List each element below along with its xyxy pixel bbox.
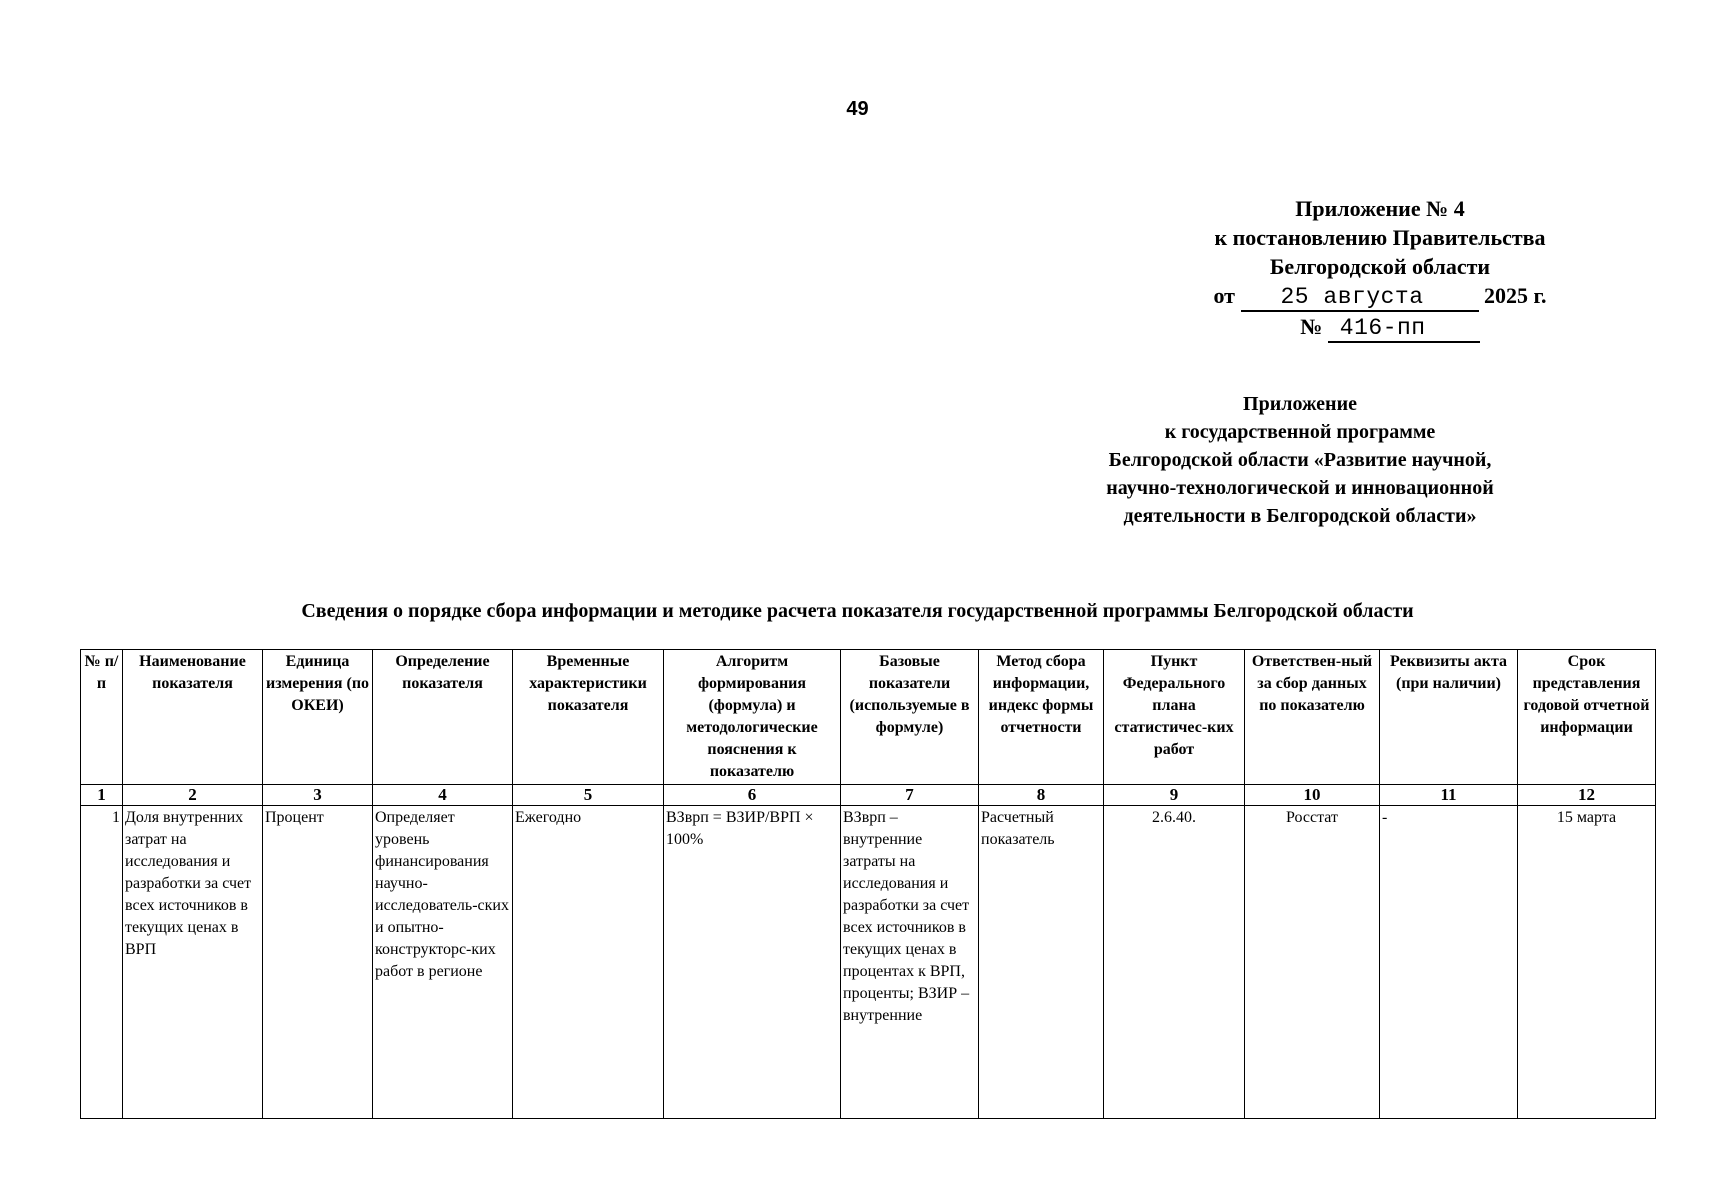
header-method: Метод сбора информации, индекс формы отчетности: [979, 650, 1104, 785]
header-formula: Алгоритм формирования (формула) и методологические пояснения к показателю: [664, 650, 841, 785]
column-number: 11: [1380, 785, 1518, 806]
appendix-4-line2: к постановлению Правительства: [1214, 225, 1546, 250]
column-number: 6: [664, 785, 841, 806]
indicator-table: [80, 649, 1656, 1119]
cell-base: ВЗврп – внутренние затраты на исследования и разработки за счет всех источников в текущих ценах в процентах к ВРП, проценты; ВЗИР – внутренние: [841, 806, 979, 1119]
program-appendix-line4: научно-технологической и инновационной: [1106, 477, 1494, 499]
cell-num: 1: [81, 806, 123, 1119]
column-number: 5: [513, 785, 664, 806]
appendix-4-title: Приложение № 4: [1295, 196, 1465, 221]
appendix-4-line3: Белгородской области: [1269, 254, 1491, 279]
header-plan-item: Пункт Федерального плана статистичес-ких работ: [1104, 650, 1245, 785]
column-number: 1: [81, 785, 123, 806]
header-num: № п/п: [81, 650, 123, 785]
program-appendix-line5: деятельности в Белгородской области»: [1123, 505, 1477, 527]
appendix-4-number-line: [1170, 312, 1590, 343]
page-number: 49: [846, 98, 869, 120]
column-number: 7: [841, 785, 979, 806]
cell-act: -: [1380, 806, 1518, 1119]
column-number: 12: [1518, 785, 1656, 806]
cell-definition: Определяет уровень финансирования научно-исследователь-ских и опытно-конструкторс-ких работ в регионе: [373, 806, 513, 1119]
table-row: [81, 806, 1656, 1119]
program-appendix-line2: к государственной программе: [1164, 421, 1436, 443]
cell-time: Ежегодно: [513, 806, 664, 1119]
date-value: 25 августа: [1241, 285, 1479, 312]
cell-responsible: Росстат: [1245, 806, 1380, 1119]
cell-deadline: 15 марта: [1518, 806, 1656, 1119]
appendix-4-block: [1170, 194, 1590, 343]
cell-unit: Процент: [263, 806, 373, 1119]
header-act: Реквизиты акта (при наличии): [1380, 650, 1518, 785]
date-prefix: от: [1213, 283, 1235, 308]
column-number: 9: [1104, 785, 1245, 806]
number-value: 416-пп: [1328, 316, 1480, 343]
cell-plan-item: 2.6.40.: [1104, 806, 1245, 1119]
column-number: 3: [263, 785, 373, 806]
document-title: Сведения о порядке сбора информации и методике расчета показателя государственной программы Белгородской области: [301, 600, 1414, 622]
header-responsible: Ответствен-ный за сбор данных по показателю: [1245, 650, 1380, 785]
column-number: 4: [373, 785, 513, 806]
program-appendix-block: [1040, 390, 1560, 530]
header-base: Базовые показатели (используемые в формуле): [841, 650, 979, 785]
cell-method: Расчетный показатель: [979, 806, 1104, 1119]
cell-name: Доля внутренних затрат на исследования и разработки за счет всех источников в текущих ценах в ВРП: [123, 806, 263, 1119]
program-appendix-line3: Белгородской области «Развитие научной,: [1108, 449, 1492, 471]
date-suffix: 2025 г.: [1484, 283, 1547, 308]
header-definition: Определение показателя: [373, 650, 513, 785]
header-deadline: Срок представления годовой отчетной информации: [1518, 650, 1656, 785]
program-appendix-title: Приложение: [1243, 393, 1357, 415]
column-number: 8: [979, 785, 1104, 806]
cell-formula: ВЗврп = ВЗИР/ВРП × 100%: [664, 806, 841, 1119]
column-number: 2: [123, 785, 263, 806]
table-header-row: [81, 650, 1656, 785]
appendix-4-date-line: [1170, 281, 1590, 312]
header-unit: Единица измерения (по ОКЕИ): [263, 650, 373, 785]
header-time: Временные характеристики показателя: [513, 650, 664, 785]
header-name: Наименование показателя: [123, 650, 263, 785]
column-number: 10: [1245, 785, 1380, 806]
number-prefix: №: [1300, 314, 1323, 339]
column-number-row: [81, 785, 1656, 806]
